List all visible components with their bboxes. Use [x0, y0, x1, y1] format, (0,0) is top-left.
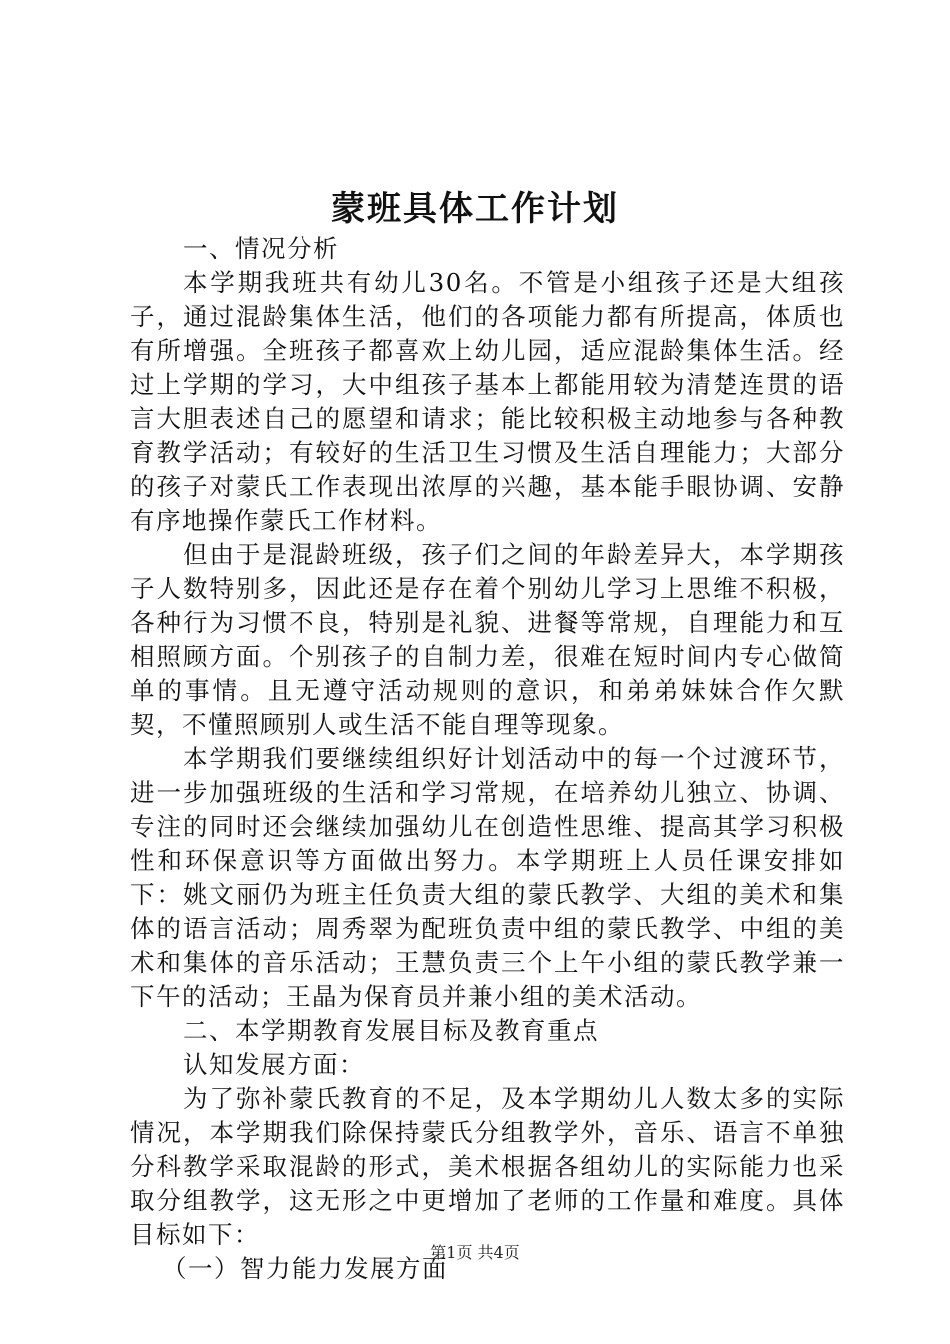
- document-title: 蒙班具体工作计划: [331, 189, 619, 229]
- section-heading-goals: 二、本学期教育发展目标及教育重点: [183, 1016, 599, 1045]
- document-body: [130, 232, 845, 1286]
- page-footer: 第1页 共4页: [430, 1243, 520, 1262]
- paragraph-cognitive-goals: 为了弥补蒙氏教育的不足，及本学期幼儿人数太多的实际情况，本学期我们除保持蒙氏分组教学外，音乐、语言不单独分科教学采取混龄的形式，美术根据各组幼儿的实际能力也采取分组教学，这无形之中更增加了老师的工作量和难度。具体目标如下：: [130, 1084, 845, 1249]
- paragraph-class-overview: 本学期我班共有幼儿30名。不管是小组孩子还是大组孩子，通过混龄集体生活，他们的各项能力都有所提高，体质也有所增强。全班孩子都喜欢上幼儿园，适应混龄集体生活。经过上学期的学习，大中组孩子基本上都能用较为清楚连贯的语言大胆表述自己的愿望和请求；能比较积极主动地参与各种教育教学活动；有较好的生活卫生习惯及生活自理能力；大部分的孩子对蒙氏工作表现出浓厚的兴趣，基本能手眼协调、安静有序地操作蒙氏工作材料。: [130, 268, 845, 535]
- subheading-intelligence: （一）智力能力发展方面: [162, 1254, 448, 1283]
- paragraph-plan-staffing: 本学期我们要继续组织好计划活动中的每一个过渡环节，进一步加强班级的生活和学习常规，在培养幼儿独立、协调、专注的同时还会继续加强幼儿在创造性思维、提高其学习积极性和环保意识等方面做出努力。本学期班上人员任课安排如下：姚文丽仍为班主任负责大组的蒙氏教学、大组的美术和集体的语言活动；周秀翠为配班负责中组的蒙氏教学、中组的美术和集体的音乐活动；王慧负责三个上午小组的蒙氏教学兼一下午的活动；王晶为保育员并兼小组的美术活动。: [130, 744, 845, 1011]
- paragraph-problems: 但由于是混龄班级，孩子们之间的年龄差异大，本学期孩子人数特别多，因此还是存在着个别幼儿学习上思维不积极，各种行为习惯不良，特别是礼貌、进餐等常规，自理能力和互相照顾方面。个别孩子的自制力差，很难在短时间内专心做简单的事情。且无遵守活动规则的意识，和弟弟妹妹合作欠默契，不懂照顾别人或生活不能自理等现象。: [130, 540, 845, 739]
- subheading-cognitive: 认知发展方面：: [183, 1050, 365, 1079]
- section-heading-situation: 一、情况分析: [183, 234, 339, 263]
